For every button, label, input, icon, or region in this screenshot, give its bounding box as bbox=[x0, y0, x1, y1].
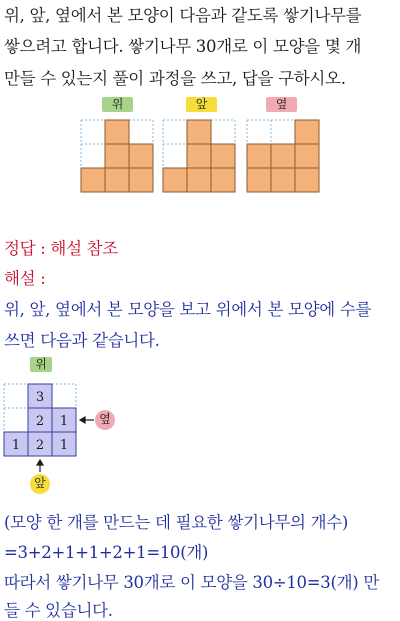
grid-number: 2 bbox=[35, 438, 45, 453]
answer-line: 정답 : 해설 참조 bbox=[4, 239, 118, 258]
numbered-grid-top-label: 위 bbox=[30, 357, 52, 372]
conclusion-line-1: 따라서 쌓기나무 30개로 이 모양을 30÷10=3(개) 만 bbox=[4, 573, 379, 592]
grid-number: 1 bbox=[59, 414, 69, 429]
numbered-grid-side-label: 옆 bbox=[99, 412, 111, 426]
front-arrow bbox=[37, 460, 43, 472]
grid-number: 1 bbox=[11, 438, 21, 453]
explanation-heading: 해설 : bbox=[4, 269, 46, 288]
explanation-line-2: 쓰면 다음과 같습니다. bbox=[4, 331, 160, 350]
explanation-line-1: 위, 앞, 옆에서 본 모양을 보고 위에서 본 모양에 수를 bbox=[4, 300, 372, 319]
conclusion-line-2: 들 수 있습니다. bbox=[4, 601, 113, 620]
numbered-grid-front-label: 앞 bbox=[34, 476, 46, 490]
grid-number: 2 bbox=[35, 414, 45, 429]
grid-number: 3 bbox=[35, 390, 45, 405]
problem-line-2: 쌓으려고 합니다. 쌓기나무 30개로 이 모양을 몇 개 bbox=[4, 37, 362, 56]
grid-number: 1 bbox=[59, 438, 69, 453]
problem-line-3: 만들 수 있는지 풀이 과정을 쓰고, 답을 구하시오. bbox=[4, 69, 346, 88]
side-view-label: 옆 bbox=[266, 97, 297, 112]
top-view-label: 위 bbox=[102, 97, 133, 112]
explanation-line-3: (모양 한 개를 만드는 데 필요한 쌓기나무의 개수) bbox=[4, 513, 349, 532]
calculation-line: =3+2+1+1+2+1=10(개) bbox=[4, 543, 209, 562]
problem-line-1: 위, 앞, 옆에서 본 모양이 다음과 같도록 쌓기나무를 bbox=[4, 6, 362, 25]
side-arrow bbox=[80, 417, 94, 423]
front-view-label: 앞 bbox=[186, 97, 217, 112]
